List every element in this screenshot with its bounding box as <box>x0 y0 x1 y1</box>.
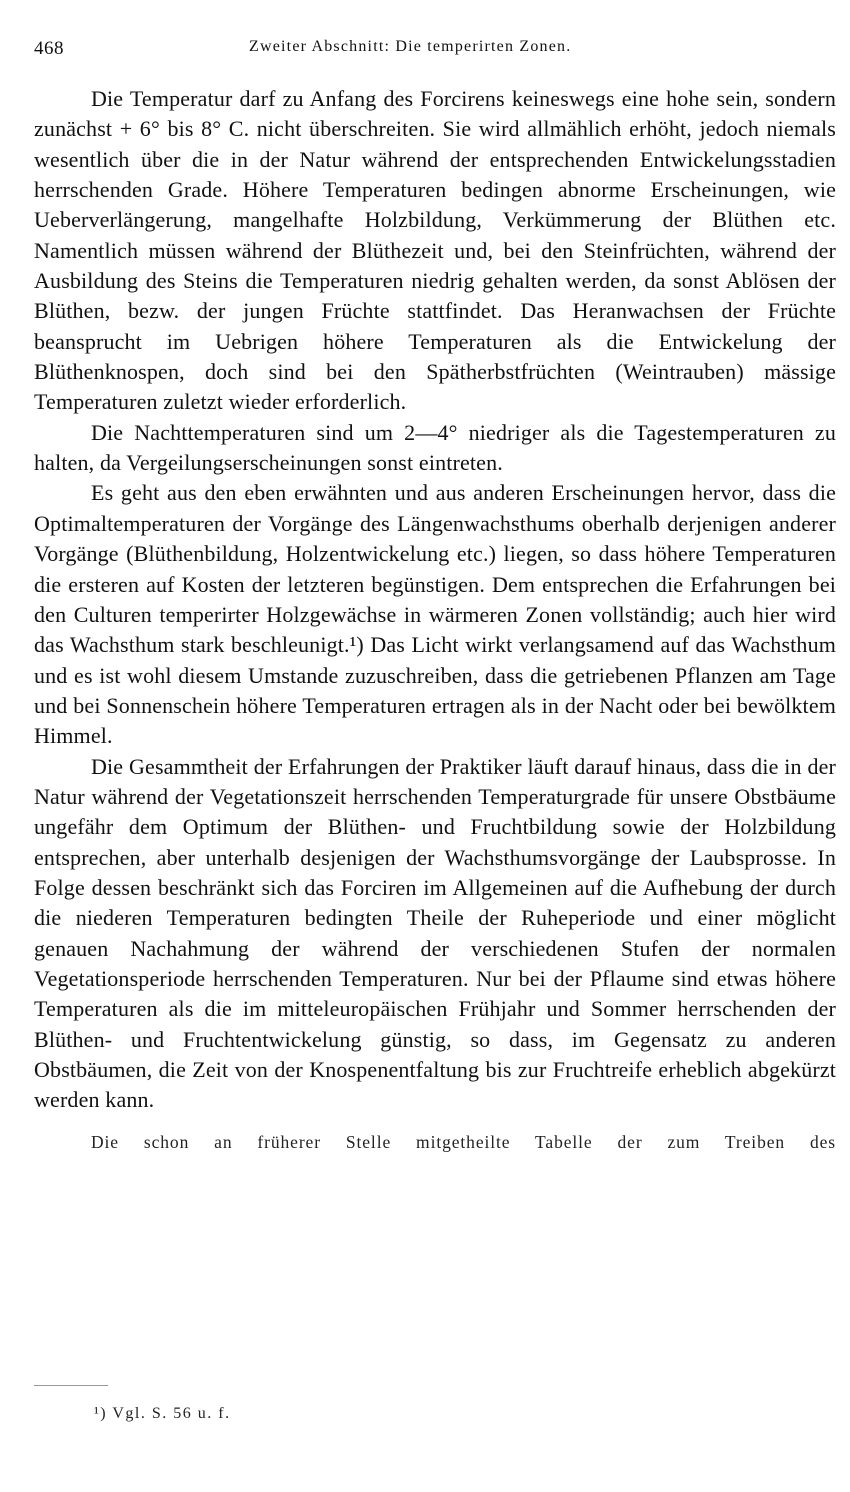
footnote-rule <box>34 1385 108 1386</box>
continuation-line: Die schon an früherer Stelle mitgetheilte Tabelle der zum Treiben des <box>91 1131 836 1152</box>
paragraph-night-temperatures: Die Nachttemperaturen sind um 2—4° niedriger als die Tagestemperaturen zu halten, da Vergeilungserscheinungen sonst eintreten. <box>34 419 836 476</box>
footnote: ¹) Vgl. S. 56 u. f. <box>94 1405 231 1422</box>
paragraph-practitioner-experience: Die Gesammtheit der Erfahrungen der Praktiker läuft darauf hinaus, dass die in der Natur während der Vegetationszeit herrschenden Temperaturgrade für unsere Obstbäume ungefähr dem Optimum der Blüthen- und Fruchtbildung sowie der Holzbildung entsprechen, aber unterhalb desjenigen der Wachsthumsvorgänge der Laubsprosse. In Folge dessen beschränkt sich das Forciren im Allgemeinen auf die Aufhebung der durch die niederen Temperaturen bedingten Theile der Ruheperiode und einer möglicht genauen Nachahmung der während der verschiedenen Stufen der normalen Vegetationsperiode herrschenden Temperaturen. Nur bei der Pflaume sind etwas höhere Temperaturen als die im mitteleuropäischen Frühjahr und Sommer herrschenden der Blüthen- und Fruchtentwickelung günstig, so dass, im Gegensatz zu anderen Obstbäumen, die Zeit von der Knospenentfaltung bis zur Fruchtreife erheblich abgekürzt werden kann. <box>34 753 836 1113</box>
paragraph-optimal-temperatures: Es geht aus den eben erwähnten und aus anderen Erscheinungen hervor, dass die Optimaltemperaturen der Vorgänge des Längenwachsthums oberhalb derjenigen anderer Vorgänge (Blüthenbildung, Holzentwickelung etc.) liegen, so dass höhere Temperaturen die ersteren auf Kosten der letzteren begünstigen. Dem entsprechen die Erfahrungen bei den Culturen temperirter Holzgewächse in wärmeren Zonen vollständig; auch hier wird das Wachsthum stark beschleunigt.¹) Das Licht wirkt verlangsamend auf das Wachsthum und es ist wohl diesem Umstande zuzuschreiben, dass die getriebenen Pflanzen am Tage und bei Sonnenschein höhere Temperaturen ertragen als in der Nacht oder bei bewölktem Himmel. <box>34 480 836 749</box>
page-number: 468 <box>34 38 64 59</box>
page-header <box>34 38 830 62</box>
paragraph-forcing-temperature: Die Temperatur darf zu Anfang des Forcirens keineswegs eine hohe sein, sondern zunächst + 6° bis 8° C. nicht überschreiten. Sie wird allmählich erhöht, jedoch niemals wesentlich über die in der Natur während der entsprechenden Entwickelungsstadien herrschenden Grade. Höhere Temperaturen bedingen abnorme Erscheinungen, wie Ueberverlängerung, mangelhafte Holzbildung, Verkümmerung der Blüthen etc. Namentlich müssen während der Blüthezeit und, bei den Steinfrüchten, während der Ausbildung des Steins die Temperaturen niedrig gehalten werden, da sonst Ablösen der Blüthen, bezw. der jungen Früchte stattfindet. Das Heranwachsen der Früchte beansprucht im Uebrigen höhere Temperaturen als die Entwickelung der Blüthenknospen, doch sind bei den Spätherbstfrüchten (Weintrauben) mässige Temperaturen zuletzt wieder erforderlich. <box>34 86 836 415</box>
running-head: Zweiter Abschnitt: Die temperirten Zonen. <box>249 38 572 55</box>
body-text <box>34 84 836 1157</box>
